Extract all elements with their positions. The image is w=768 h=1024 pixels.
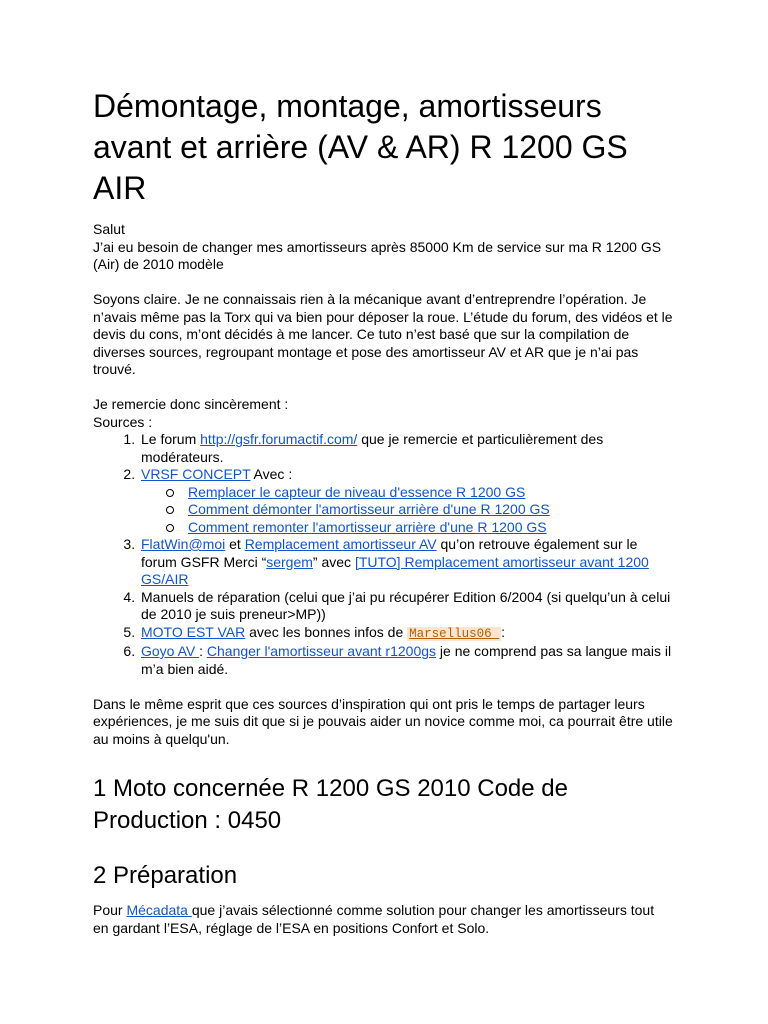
flatwin-link[interactable]: FlatWin@moi bbox=[141, 536, 226, 552]
mecadata-link[interactable]: Mécadata bbox=[126, 902, 192, 918]
goyo-link[interactable]: Goyo AV bbox=[141, 643, 200, 659]
forum-link[interactable]: http://gsfr.forumactif.com/ bbox=[200, 431, 358, 447]
source-item-goyo bbox=[139, 643, 673, 678]
sub-list-item bbox=[188, 519, 673, 537]
source-text: : bbox=[501, 623, 506, 640]
source-text: Manuels de réparation (celui que j’ai pu récupérer Edition 6/2004 (si quelqu’un à celui de 2010 je suis preneur>MP)) bbox=[141, 588, 671, 622]
closing-paragraph: Dans le même esprit que ces sources d’inspiration qui ont pris le temps de partager leurs expériences, je me suis dit que si je pouvais aider un novice comme moi, ca pourrait être utile au moins à quelqu'un. bbox=[93, 695, 673, 747]
front-shock-replacement-link[interactable]: Remplacement amortisseur AV bbox=[244, 536, 437, 552]
moto-est-var-link[interactable]: MOTO EST VAR bbox=[141, 623, 246, 640]
source-text: qu’on retrouve également sur le forum GSFR Merci “ bbox=[141, 536, 638, 570]
change-front-shock-link[interactable]: Changer l'amortisseur avant r1200gs bbox=[206, 643, 437, 659]
spacer bbox=[93, 274, 673, 292]
spacer bbox=[93, 379, 673, 397]
source-item-forum bbox=[139, 431, 673, 466]
source-text: ” avec bbox=[312, 553, 355, 570]
rear-shock-remove-link[interactable]: Comment démonter l'amortisseur arrière d'une R 1200 GS bbox=[188, 501, 550, 517]
document-page bbox=[93, 86, 673, 937]
sergem-link[interactable]: sergem bbox=[266, 553, 313, 570]
fuel-sensor-link[interactable]: Remplacer le capteur de niveau d'essence R 1200 GS bbox=[188, 483, 526, 500]
sub-list-item bbox=[188, 484, 673, 502]
vrsf-sublist bbox=[141, 484, 673, 537]
intro-greeting: Salut bbox=[93, 221, 125, 237]
spacer bbox=[93, 678, 673, 696]
source-text: je ne comprend pas sa langue mais il m’a bien aidé. bbox=[141, 643, 672, 677]
rear-shock-install-link[interactable]: Comment remonter l'amortisseur arrière d'une R 1200 GS bbox=[188, 518, 547, 535]
source-text: et bbox=[225, 536, 245, 552]
document-title: Démontage, montage, amortisseurs avant et arrière (AV & AR) R 1200 GS AIR bbox=[93, 88, 628, 206]
source-text: que je remercie et particulièrement des modérateurs. bbox=[141, 431, 604, 465]
intro-paragraph: Soyons claire. Je ne connaissais rien à la mécanique avant d’entreprendre l’opération. Je n’avais même pas la Torx qui va bien pour déposer la roue. L’étude du forum, des vidéos et le devis du cons, m’ont décidés à me lancer. Ce tuto n’est basé que sur la compilation de diverses sources, regroupant montage et pose des amortisseur AV et AR que je n’ai pas trouvé. bbox=[93, 291, 673, 377]
paragraph-text: que j’avais sélectionné comme solution pour changer les amortisseurs tout en gardant l’ESA, réglage de l’ESA en positions Confort et Solo. bbox=[93, 902, 655, 936]
sources-label: Sources : bbox=[93, 413, 153, 430]
sub-list-item bbox=[188, 501, 673, 519]
source-item-manuals bbox=[139, 589, 673, 624]
source-item-moto-est-var bbox=[139, 624, 673, 644]
sources-list bbox=[93, 431, 673, 678]
section-heading-moto: 1 Moto concernée R 1200 GS 2010 Code de Production : 0450 bbox=[93, 775, 568, 834]
source-text: avec les bonnes infos de bbox=[245, 623, 408, 640]
source-text: Le forum bbox=[141, 431, 201, 447]
source-item-flatwin bbox=[139, 536, 673, 589]
thanks-line: Je remercie donc sincèrement : bbox=[93, 396, 289, 412]
source-text: Avec : bbox=[250, 466, 293, 482]
user-mention-chip[interactable]: Marsellus06 bbox=[409, 626, 500, 641]
preparation-paragraph bbox=[93, 902, 673, 937]
source-item-vrsf bbox=[139, 466, 673, 536]
vrsf-concept-link[interactable]: VRSF CONCEPT bbox=[141, 466, 251, 482]
section-heading-preparation: 2 Préparation bbox=[93, 862, 238, 889]
tuto-link[interactable]: [TUTO] Remplacement amortisseur avant 1200 GS/AIR bbox=[141, 553, 649, 587]
intro-line: J’ai eu besoin de changer mes amortisseurs après 85000 Km de service sur ma R 1200 GS (Air) de 2010 modèle bbox=[93, 238, 662, 272]
source-text: : bbox=[199, 643, 207, 659]
paragraph-text: Pour bbox=[93, 902, 127, 918]
